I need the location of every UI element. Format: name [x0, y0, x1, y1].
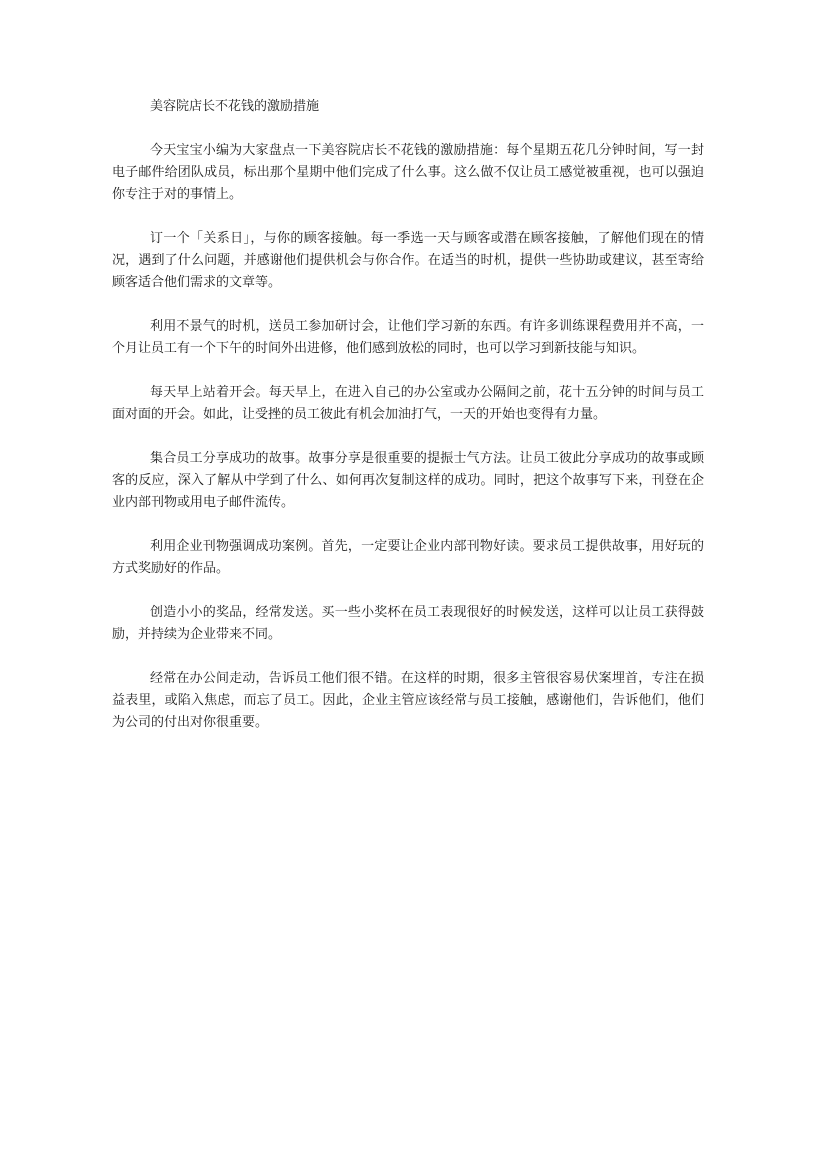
paragraph-6: 利用企业刊物强调成功案例。首先，一定要让企业内部刊物好读。要求员工提供故事，用好玩的方式奖励好的作品。 [112, 539, 704, 576]
document-page [112, 96, 704, 734]
paragraph-4: 每天早上站着开会。每天早上，在进入自己的办公室或办公隔间之前，花十五分钟的时间与员工面对面的开会。如此，让受挫的员工彼此有机会加油打气，一天的开始也变得有力量。 [112, 385, 704, 422]
paragraph-5: 集合员工分享成功的故事。故事分享是很重要的提振士气方法。让员工彼此分享成功的故事或顾客的反应，深入了解从中学到了什么、如何再次复制这样的成功。同时，把这个故事写下来，刊登在企业内部刊物或用电子邮件流传。 [112, 451, 704, 510]
paragraph-8: 经常在办公间走动，告诉员工他们很不错。在这样的时期，很多主管很容易伏案埋首，专注在损益表里，或陷入焦虑，而忘了员工。因此，企业主管应该经常与员工接触，感谢他们，告诉他们，他们为公司的付出对你很重要。 [112, 671, 704, 730]
paragraph-2: 订一个「关系日」，与你的顾客接触。每一季选一天与顾客或潜在顾客接触，了解他们现在的情况，遇到了什么问题，并感谢他们提供机会与你合作。在适当的时机，提供一些协助或建议，甚至寄给顾客适合他们需求的文章等。 [112, 231, 704, 290]
paragraph-1: 今天宝宝小编为大家盘点一下美容院店长不花钱的激励措施：每个星期五花几分钟时间，写一封电子邮件给团队成员，标出那个星期中他们完成了什么事。这么做不仅让员工感觉被重视，也可以强迫你专注于对的事情上。 [112, 143, 704, 202]
paragraph-3: 利用不景气的时机，送员工参加研讨会，让他们学习新的东西。有许多训练课程费用并不高，一个月让员工有一个下午的时间外出进修，他们感到放松的同时，也可以学习到新技能与知识。 [112, 319, 704, 356]
paragraph-7: 创造小小的奖品，经常发送。买一些小奖杯在员工表现很好的时候发送，这样可以让员工获得鼓励，并持续为企业带来不同。 [112, 605, 704, 642]
document-title: 美容院店长不花钱的激励措施 [150, 99, 320, 114]
